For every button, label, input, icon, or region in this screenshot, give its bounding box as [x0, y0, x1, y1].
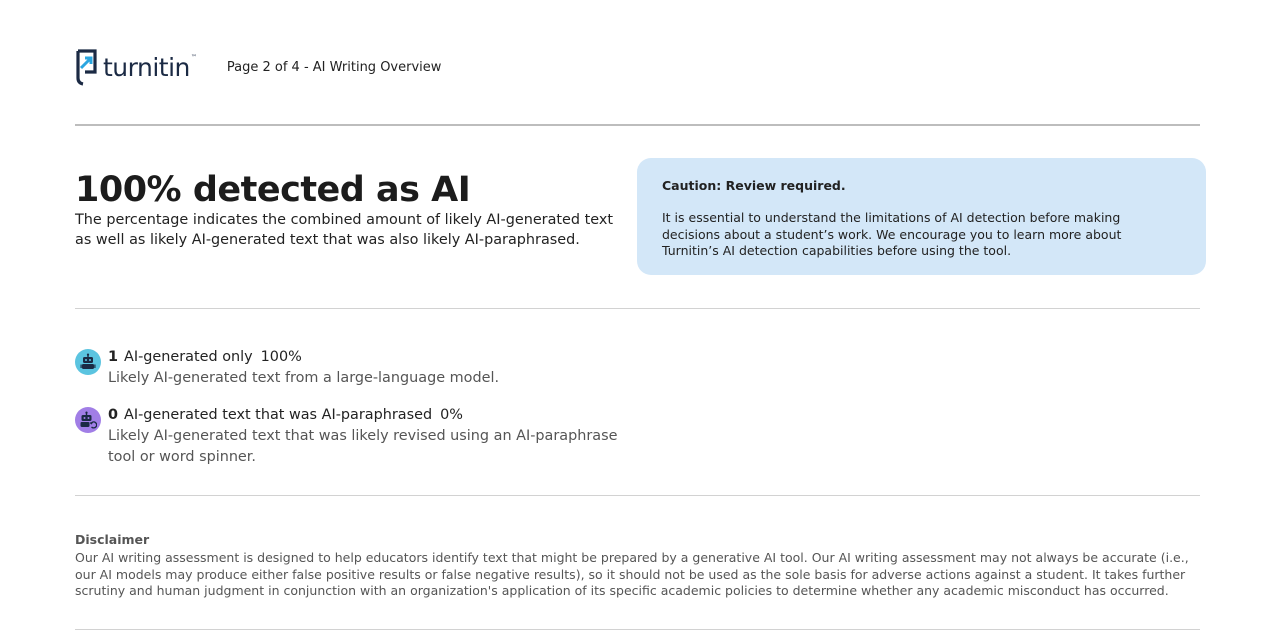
robot-icon [75, 349, 101, 375]
summary-divider [75, 308, 1200, 309]
turnitin-logo [75, 48, 197, 86]
category-ai-generated-only [75, 347, 628, 389]
logo-text: turnitin [103, 52, 190, 82]
disclaimer [75, 532, 1205, 600]
category-count: 0 [108, 407, 119, 423]
footer-divider [75, 629, 1200, 630]
caution-box [637, 158, 1206, 275]
category-ai-paraphrased [75, 405, 628, 468]
category-description: Likely AI-generated text that was likely revised using an AI-paraphrase tool or word spinner. [108, 428, 618, 465]
category-percent: 100% [260, 349, 302, 365]
caution-body: It is essential to understand the limitations of AI detection before making decisions about a student’s work. We encourage you to learn more about Turnitin’s AI detection capabilities before using the tool. [662, 210, 1122, 258]
header-divider [75, 124, 1200, 126]
category-description: Likely AI-generated text from a large-language model. [108, 370, 500, 386]
category-percent: 0% [440, 407, 463, 423]
categories-divider [75, 495, 1200, 496]
ai-detection-headline: 100% detected as AI [75, 170, 471, 210]
turnitin-logo-icon [75, 48, 99, 86]
disclaimer-body: Our AI writing assessment is designed to help educators identify text that might be prepared by a generative AI tool. Our AI writing assessment may not always be accurate (i.e., our AI models may produce either false positive results or false negative results), so it should not be used as the sole basis for adverse actions against a student. It takes further scrutiny and human judgment in conjunction with an organization's application of its specific academic policies to determine whether any academic misconduct has occurred. [75, 550, 1189, 599]
caution-title: Caution: Review required. [662, 178, 846, 193]
category-count: 1 [108, 349, 119, 365]
category-label: AI-generated only [124, 349, 253, 365]
page-header [75, 48, 441, 86]
page-label: Page 2 of 4 - AI Writing Overview [226, 59, 442, 75]
ai-detection-description: The percentage indicates the combined amount of likely AI-generated text as well as likely AI-generated text that was also likely AI-paraphrased. [75, 212, 614, 248]
logo-trademark: ™ [190, 54, 197, 61]
category-label: AI-generated text that was AI-paraphrased [124, 407, 433, 423]
robot-paraphrase-icon [75, 407, 101, 433]
disclaimer-title: Disclaimer [75, 532, 150, 547]
